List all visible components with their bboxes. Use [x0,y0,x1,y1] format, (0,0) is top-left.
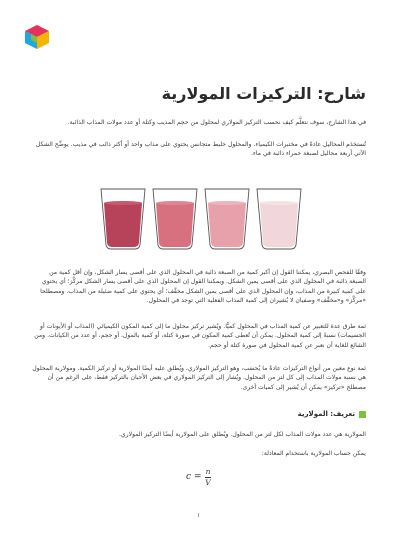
page-title: شارح: التركيزات المولارية [161,84,366,103]
definition-heading-text: تعريف: المولارية [297,410,355,418]
beaker-4 [257,189,301,249]
page-number: ١ [197,512,201,519]
solutions-paragraph: تُستخدَم المحاليل عادةً في مختبرات الكيمياء. والمحلول خليط متجانس يحتوي على مذاب واحد أو أكثر ذائب في مذيب. يوضِّح الشكل الآتي أربعة محاليل لصبغة حمراء ذائبة في ماء. [35,141,366,158]
formula-equals: = [194,472,202,482]
green-square-icon [359,411,366,418]
definition-text: المولارية هي عدد مولات المذاب لكل لتر من المحلول. ويُطلق على المولارية أيضًا التركيز المولاري. [118,431,366,438]
intro-paragraph: في هذا الشارح، سوف نتعلَّم كيف نحسب التركيز المولاري لمحلول من حجم المذيب وكتلة أو عدد مولات المذاب الذائبة. [67,119,366,126]
molarity-formula [186,468,211,486]
beaker-2 [153,189,197,249]
beaker-3 [205,189,249,249]
formula-denominator: V [205,477,211,487]
beaker-1 [101,189,145,249]
brand-logo-icon [24,24,50,50]
concentration-paragraph: ثمة طرق عدة للتعبير عن كمية المذاب في المحلول كميًّا. ويُشير تركيز محلول ما إلى كمية المكون الكيميائي (المذاب أو الأيونات أو الجسيمات) نسبةً إلى كمية المحلول. يمكن أن تُعطى كمية المكون في صورة كتلة، أو كمية بالمول، أو حجم، أو عدد من الكيانات. ومن الشائع للغاية أن نعبر عن كمية المحلول في صورة كتلة أو حجم. [34,323,366,349]
molarity-paragraph: ثمة نوع معين من أنواع التركيزات عادةً ما يُحسَب، وهو التركيز المولاري، ويُطلق عليه أيضًا المولارية أو تركيز الكمية. ومولارية المحلول هي نسبة مولات المذاب إلى كل لتر من المحلول. ويُشار إلى التركيز المولاري في بعض الأحيان بالتركيز فقط، على الرغم من أن مصطلح «تركيز» يمكن أن يُشير إلى كميات أخرى. [32,365,366,391]
formula-numerator: n [205,467,211,476]
solutions-figure [95,185,305,251]
figure-paragraph: وفقًا للفحص البصري، يمكننا القول إن أكبر كمية من الصبغة ذائبة في المحلول الذي على أقصى يسار الشكل، وإن أقل كمية من الصبغة ذائبة في المحلول الذي على أقصى يمين الشكل. ويمكننا القول إن المحلول الذي على أقصى يسار الشكل مركَّز؛ أي يحتوي على كمية كبيرة من المذاب، وإن المحلول الذي على أقصى يمين الشكل مخفَّف؛ أي يحتوي على كمية ضئيلة من المذاب. ومصطلحا «مركَّز» و«مخفَّف» وصفيان لا يُشيران إلى كمية المذاب الفعلية التي توجد في المحلول. [40,269,366,305]
formula-fraction [205,468,212,486]
definition-heading [298,410,366,418]
formula-lhs: c [186,472,192,482]
formula-intro: يمكن حساب المولارية باستخدام المعادلة: [261,450,366,457]
